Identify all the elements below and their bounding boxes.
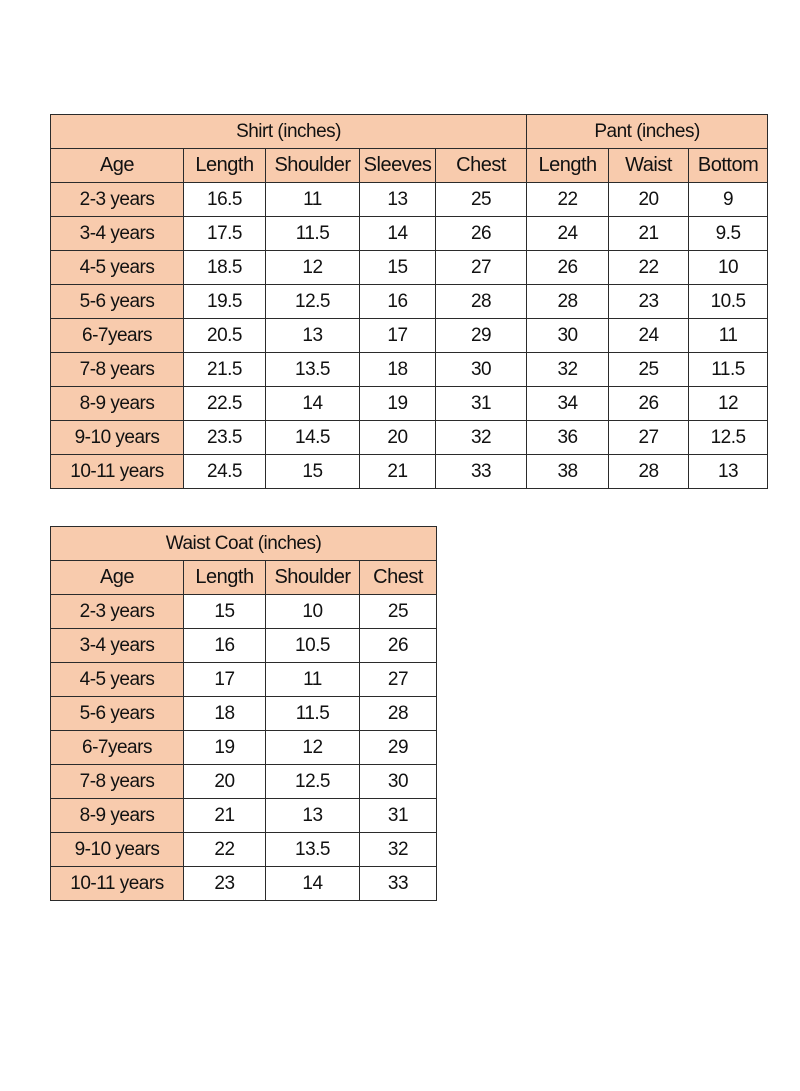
table-row [51, 353, 768, 387]
measurement-cell: 30 [527, 319, 609, 353]
column-header: Age [51, 561, 184, 595]
group-title-row [51, 115, 768, 149]
column-header: Waist [609, 149, 689, 183]
measurement-cell: 28 [609, 455, 689, 489]
measurement-cell: 28 [527, 285, 609, 319]
table-row [51, 663, 437, 697]
age-cell: 6-7years [51, 731, 184, 765]
table-row [51, 697, 437, 731]
column-header-row [51, 561, 437, 595]
measurement-cell: 13 [360, 183, 436, 217]
measurement-cell: 23 [609, 285, 689, 319]
table-row [51, 833, 437, 867]
measurement-cell: 32 [360, 833, 437, 867]
age-cell: 9-10 years [51, 421, 184, 455]
measurement-cell: 13 [689, 455, 768, 489]
measurement-cell: 21.5 [184, 353, 266, 387]
measurement-cell: 16.5 [184, 183, 266, 217]
measurement-cell: 12.5 [689, 421, 768, 455]
measurement-cell: 19 [184, 731, 266, 765]
measurement-cell: 13 [266, 799, 360, 833]
column-header: Length [184, 149, 266, 183]
measurement-cell: 36 [527, 421, 609, 455]
measurement-cell: 20 [609, 183, 689, 217]
table-row [51, 421, 768, 455]
table-row [51, 799, 437, 833]
measurement-cell: 14 [266, 867, 360, 901]
measurement-cell: 15 [360, 251, 436, 285]
measurement-cell: 22 [609, 251, 689, 285]
measurement-cell: 18 [184, 697, 266, 731]
column-header: Shoulder [266, 561, 360, 595]
table-row [51, 217, 768, 251]
age-cell: 7-8 years [51, 765, 184, 799]
table-row [51, 629, 437, 663]
measurement-cell: 26 [527, 251, 609, 285]
shirt-group-title: Shirt (inches) [51, 115, 527, 149]
column-header: Age [51, 149, 184, 183]
column-header: Bottom [689, 149, 768, 183]
measurement-cell: 12.5 [266, 285, 360, 319]
measurement-cell: 12 [266, 251, 360, 285]
measurement-cell: 26 [609, 387, 689, 421]
age-cell: 4-5 years [51, 251, 184, 285]
measurement-cell: 14 [266, 387, 360, 421]
measurement-cell: 31 [360, 799, 437, 833]
measurement-cell: 25 [360, 595, 437, 629]
measurement-cell: 27 [436, 251, 527, 285]
measurement-cell: 21 [360, 455, 436, 489]
measurement-cell: 10.5 [689, 285, 768, 319]
measurement-cell: 24 [527, 217, 609, 251]
measurement-cell: 21 [184, 799, 266, 833]
measurement-cell: 20.5 [184, 319, 266, 353]
table-row [51, 867, 437, 901]
age-cell: 10-11 years [51, 867, 184, 901]
measurement-cell: 33 [436, 455, 527, 489]
column-header: Chest [360, 561, 437, 595]
measurement-cell: 10 [689, 251, 768, 285]
measurement-cell: 11 [266, 663, 360, 697]
measurement-cell: 15 [184, 595, 266, 629]
table-row [51, 765, 437, 799]
age-cell: 7-8 years [51, 353, 184, 387]
measurement-cell: 12 [266, 731, 360, 765]
measurement-cell: 17.5 [184, 217, 266, 251]
measurement-cell: 14 [360, 217, 436, 251]
age-cell: 9-10 years [51, 833, 184, 867]
measurement-cell: 28 [360, 697, 437, 731]
measurement-cell: 20 [184, 765, 266, 799]
pant-group-title: Pant (inches) [527, 115, 768, 149]
measurement-cell: 18.5 [184, 251, 266, 285]
measurement-cell: 30 [436, 353, 527, 387]
table-row [51, 731, 437, 765]
age-cell: 10-11 years [51, 455, 184, 489]
measurement-cell: 20 [360, 421, 436, 455]
measurement-cell: 31 [436, 387, 527, 421]
measurement-cell: 19.5 [184, 285, 266, 319]
waist-coat-size-table [50, 526, 437, 901]
column-header: Length [184, 561, 266, 595]
age-cell: 4-5 years [51, 663, 184, 697]
table-row [51, 285, 768, 319]
measurement-cell: 25 [436, 183, 527, 217]
measurement-cell: 27 [609, 421, 689, 455]
measurement-cell: 14.5 [266, 421, 360, 455]
measurement-cell: 13 [266, 319, 360, 353]
age-cell: 3-4 years [51, 217, 184, 251]
measurement-cell: 24 [609, 319, 689, 353]
age-cell: 2-3 years [51, 595, 184, 629]
table-row [51, 455, 768, 489]
measurement-cell: 23.5 [184, 421, 266, 455]
group-title-row [51, 527, 437, 561]
measurement-cell: 29 [436, 319, 527, 353]
measurement-cell: 26 [436, 217, 527, 251]
measurement-cell: 9 [689, 183, 768, 217]
measurement-cell: 18 [360, 353, 436, 387]
measurement-cell: 13.5 [266, 353, 360, 387]
waist-coat-title: Waist Coat (inches) [51, 527, 437, 561]
measurement-cell: 23 [184, 867, 266, 901]
measurement-cell: 10 [266, 595, 360, 629]
measurement-cell: 22 [184, 833, 266, 867]
measurement-cell: 38 [527, 455, 609, 489]
measurement-cell: 9.5 [689, 217, 768, 251]
measurement-cell: 11.5 [266, 697, 360, 731]
age-cell: 8-9 years [51, 387, 184, 421]
measurement-cell: 16 [360, 285, 436, 319]
shirt-pant-size-table [50, 114, 768, 489]
measurement-cell: 17 [360, 319, 436, 353]
column-header: Shoulder [266, 149, 360, 183]
measurement-cell: 26 [360, 629, 437, 663]
table-row [51, 183, 768, 217]
measurement-cell: 34 [527, 387, 609, 421]
measurement-cell: 21 [609, 217, 689, 251]
column-header: Sleeves [360, 149, 436, 183]
measurement-cell: 24.5 [184, 455, 266, 489]
measurement-cell: 32 [527, 353, 609, 387]
column-header-row [51, 149, 768, 183]
measurement-cell: 15 [266, 455, 360, 489]
measurement-cell: 25 [609, 353, 689, 387]
measurement-cell: 30 [360, 765, 437, 799]
measurement-cell: 11 [689, 319, 768, 353]
age-cell: 3-4 years [51, 629, 184, 663]
measurement-cell: 22.5 [184, 387, 266, 421]
measurement-cell: 19 [360, 387, 436, 421]
measurement-cell: 11.5 [266, 217, 360, 251]
table-row [51, 595, 437, 629]
measurement-cell: 12 [689, 387, 768, 421]
measurement-cell: 17 [184, 663, 266, 697]
age-cell: 5-6 years [51, 285, 184, 319]
measurement-cell: 13.5 [266, 833, 360, 867]
measurement-cell: 27 [360, 663, 437, 697]
measurement-cell: 11 [266, 183, 360, 217]
column-header: Chest [436, 149, 527, 183]
measurement-cell: 12.5 [266, 765, 360, 799]
measurement-cell: 16 [184, 629, 266, 663]
measurement-cell: 33 [360, 867, 437, 901]
measurement-cell: 28 [436, 285, 527, 319]
table-row [51, 251, 768, 285]
measurement-cell: 10.5 [266, 629, 360, 663]
measurement-cell: 29 [360, 731, 437, 765]
age-cell: 8-9 years [51, 799, 184, 833]
measurement-cell: 32 [436, 421, 527, 455]
age-cell: 6-7years [51, 319, 184, 353]
column-header: Length [527, 149, 609, 183]
age-cell: 2-3 years [51, 183, 184, 217]
table-row [51, 319, 768, 353]
table-row [51, 387, 768, 421]
measurement-cell: 22 [527, 183, 609, 217]
measurement-cell: 11.5 [689, 353, 768, 387]
age-cell: 5-6 years [51, 697, 184, 731]
